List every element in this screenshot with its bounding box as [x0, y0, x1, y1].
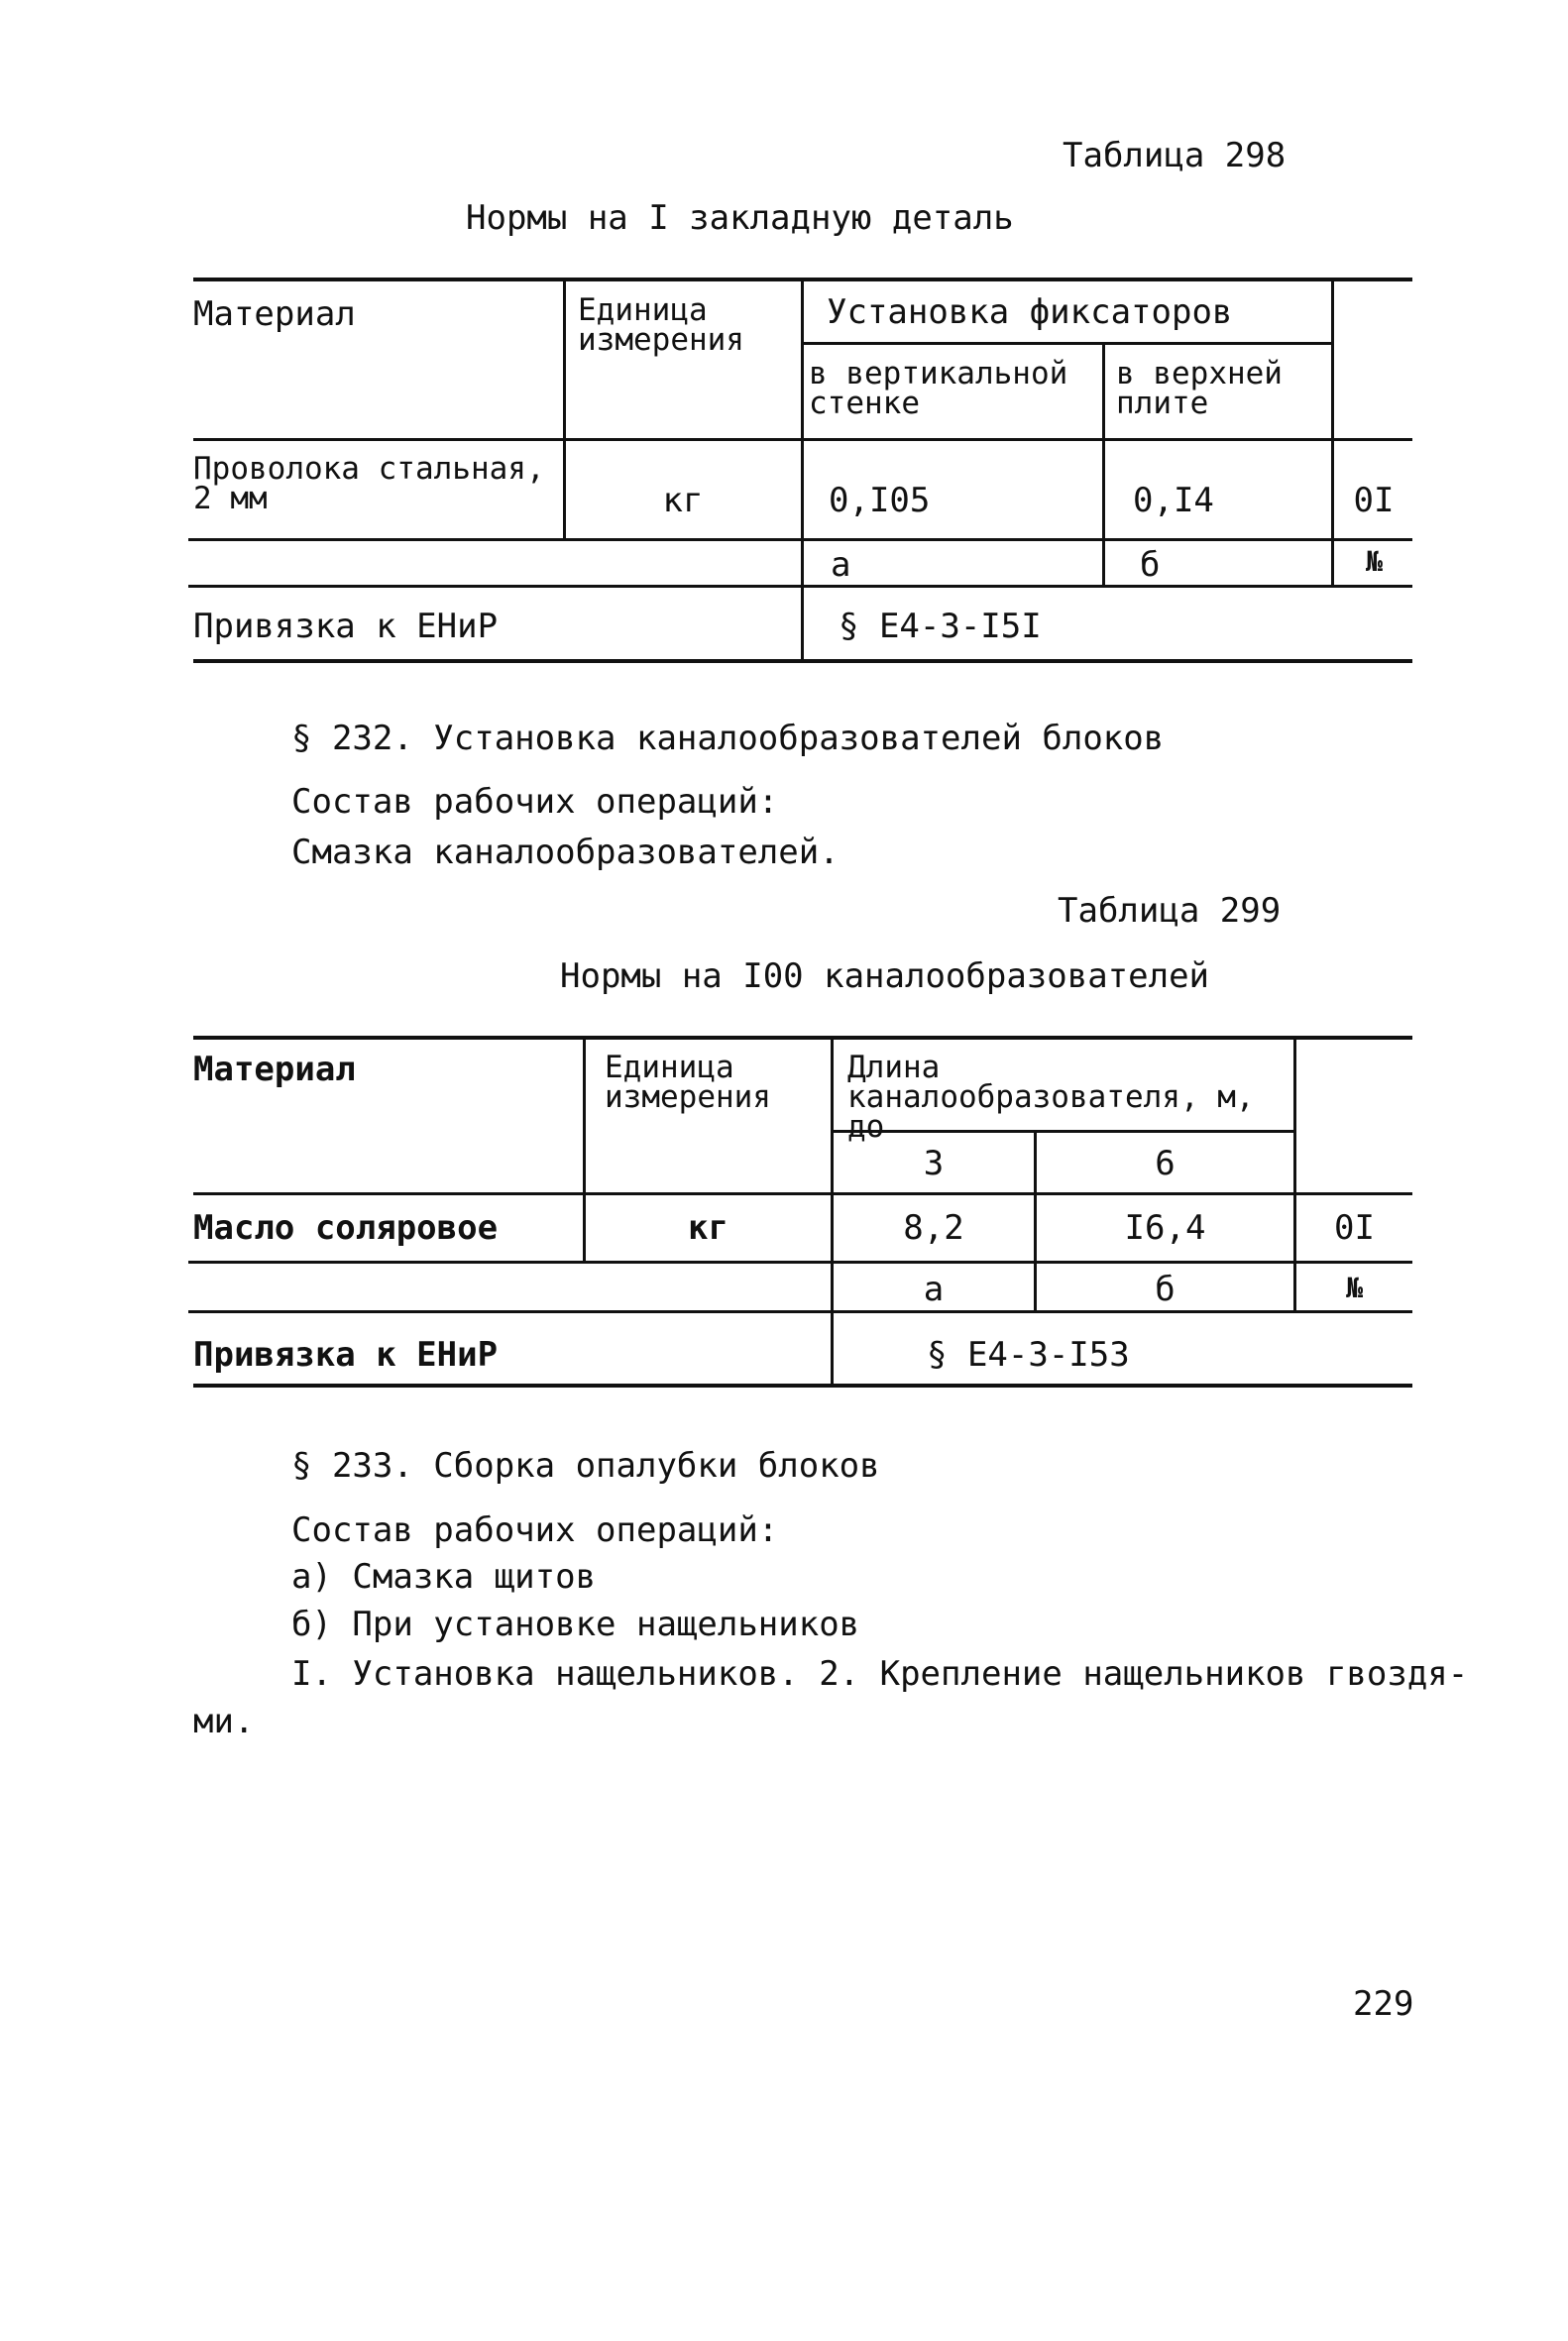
ops-title: Состав рабочих операций:	[291, 1510, 779, 1550]
header-material: Материал	[193, 1050, 356, 1089]
table-label: Таблица 298	[1063, 136, 1287, 175]
header-unit: Единица измерения	[605, 1050, 771, 1115]
ref-value: § Е4-3-I53	[927, 1335, 1130, 1375]
row-material: Масло соляровое	[193, 1208, 499, 1248]
header-material: Материал	[193, 294, 356, 334]
letter-b: б	[1155, 1270, 1176, 1309]
letter-a: а	[923, 1270, 945, 1309]
ops-item-a: а) Смазка щитов	[291, 1557, 597, 1597]
ops-item-1: I. Установка нащельников. 2. Крепление нащельников гвоздя-	[291, 1654, 1469, 1694]
ref-value: § Е4-3-I5I	[839, 607, 1042, 646]
letter-a: а	[831, 545, 851, 585]
letter-num: №	[1346, 1272, 1363, 1304]
header-col-a: в вертикальной стенке	[809, 356, 1068, 421]
ops-item-b: б) При установке нащельников	[291, 1605, 860, 1644]
table-caption: Нормы на I00 каналообразователей	[560, 956, 1210, 996]
row-unit: кг	[688, 1208, 728, 1248]
header-col-b: 6	[1155, 1144, 1176, 1183]
row-value-b: I6,4	[1124, 1208, 1206, 1248]
ops-item-1-cont: ми.	[193, 1702, 255, 1741]
row-number: 0I	[1353, 481, 1395, 520]
table-caption: Нормы на I закладную деталь	[466, 198, 1014, 238]
letter-b: б	[1140, 545, 1161, 585]
table-label: Таблица 299	[1058, 891, 1282, 931]
ref-label: Привязка к ЕНиР	[193, 607, 499, 646]
row-unit: кг	[662, 481, 704, 520]
ops-title: Состав рабочих операций:	[291, 782, 779, 822]
page-number: 229	[1353, 1984, 1414, 2024]
header-group: Длина каналообразователя, м, до	[847, 1050, 1255, 1145]
ref-label: Привязка к ЕНиР	[193, 1335, 499, 1375]
header-col-a: 3	[923, 1144, 945, 1183]
row-value-a: 8,2	[903, 1208, 964, 1248]
header-group: Установка фиксаторов	[827, 292, 1233, 332]
row-value-b: 0,I4	[1133, 481, 1214, 520]
section-title: § 233. Сборка опалубки блоков	[291, 1446, 880, 1486]
row-value-a: 0,I05	[829, 481, 931, 520]
header-col-b: в верхней плите	[1116, 356, 1283, 421]
ops-item: Смазка каналообразователей.	[291, 833, 840, 872]
letter-num: №	[1366, 545, 1383, 578]
row-number: 0I	[1334, 1208, 1375, 1248]
row-material: Проволока стальная, 2 мм	[193, 451, 545, 516]
header-unit: Единица измерения	[578, 292, 744, 358]
section-title: § 232. Установка каналообразователей блоков	[291, 719, 1165, 758]
